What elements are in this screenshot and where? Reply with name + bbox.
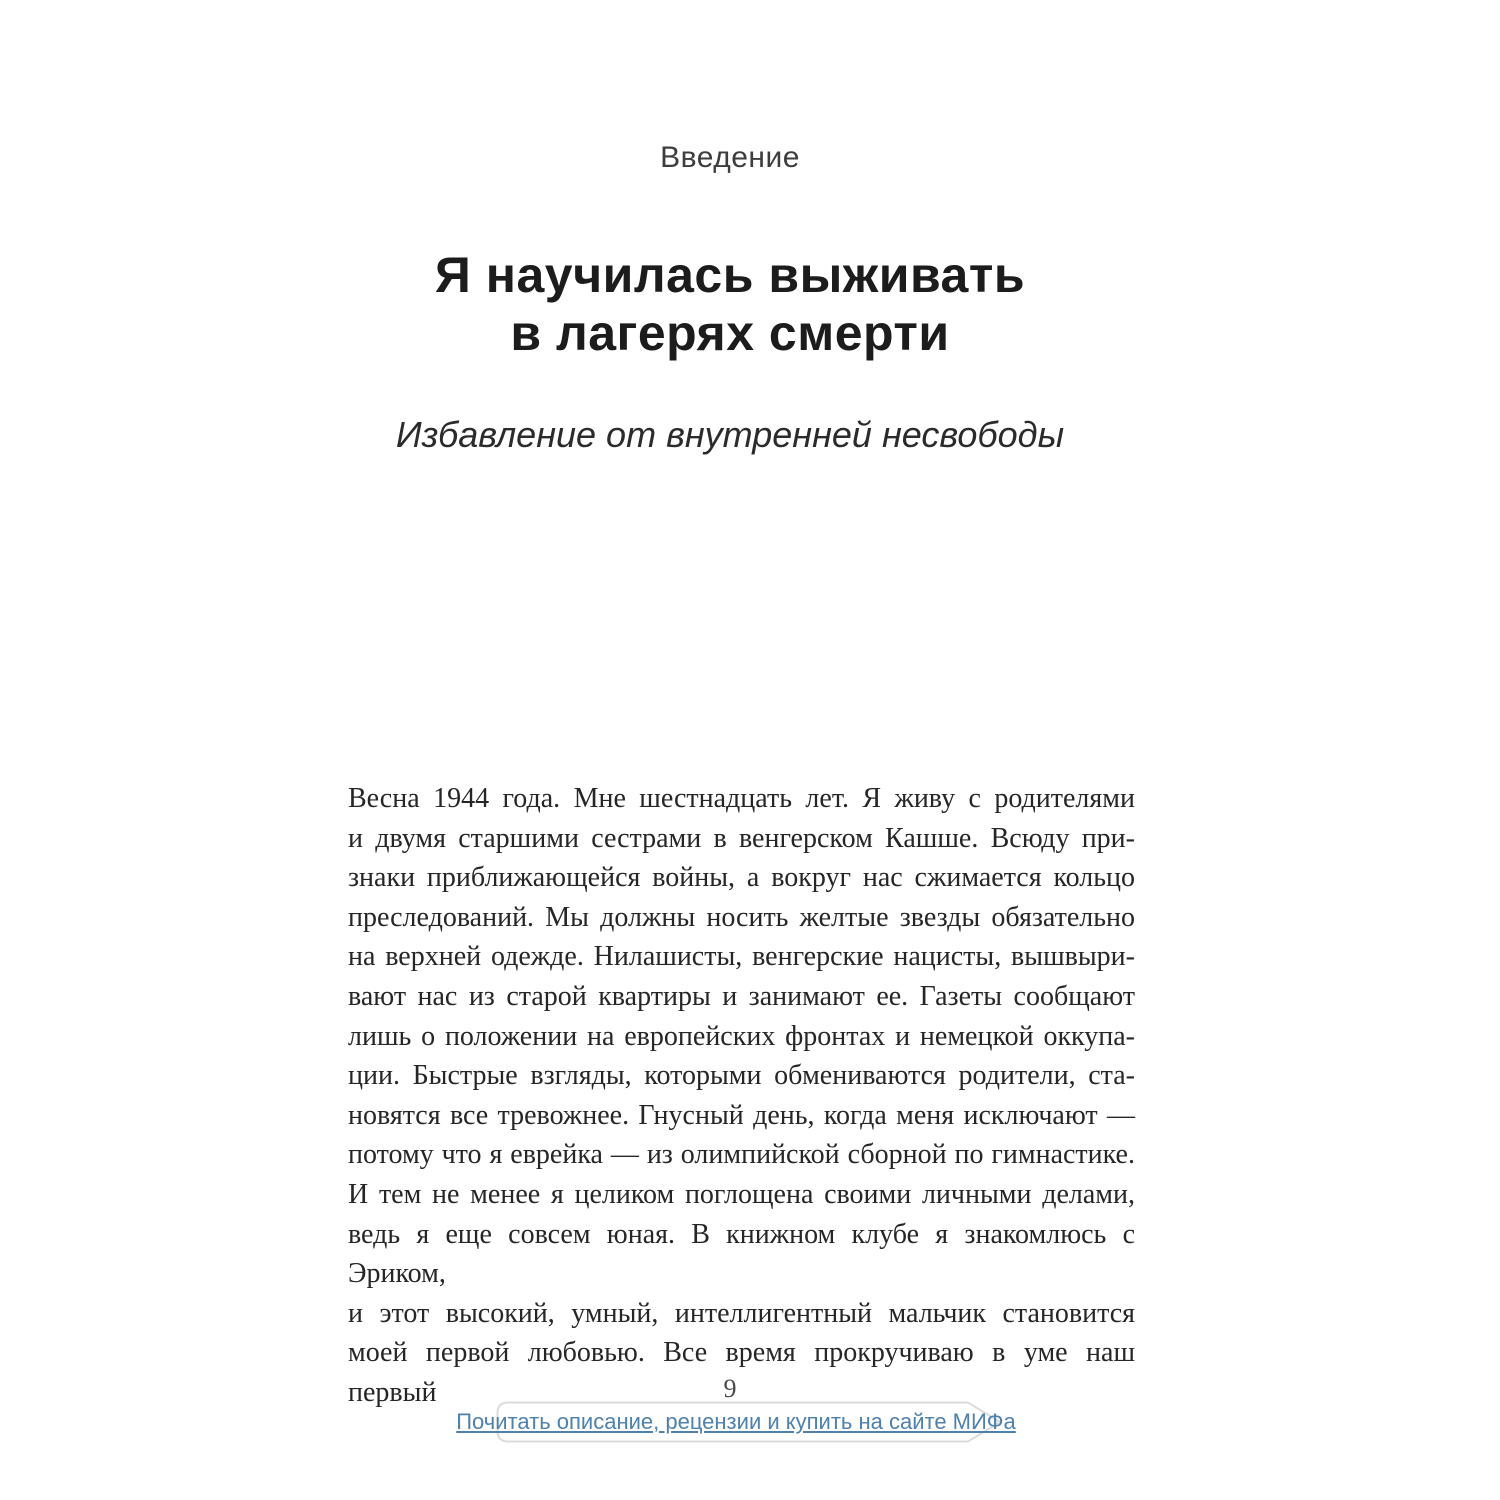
body-text-line: знаки приближающейся войны, а вокруг нас сжимается кольцо [348,862,1135,894]
body-text-line: новятся все тревожнее. Гнусный день, когда меня исключают — [348,1099,1135,1131]
section-label: Введение [660,141,800,174]
body-text-line: и этот высокий, умный, интеллигентный мальчик становится [348,1297,1135,1329]
chapter-title-line-2: в лагерях смерти [510,305,950,361]
body-text-line: Весна 1944 года. Мне шестнадцать лет. Я живу с родителями [348,783,1135,814]
body-text-line: моей первой любовью. Все время прокручиваю в уме наш первый [348,1337,1135,1408]
body-text-line: преследований. Мы должны носить желтые звезды обязательно [348,901,1135,933]
body-text-line: И тем не менее я целиком поглощена своими личными делами, [348,1178,1135,1210]
mif-link-banner[interactable] [456,1400,1016,1444]
body-text-line: потому что я еврейка — из олимпийской сборной по гимнастике. [348,1139,1135,1171]
body-text-line: ции. Быстрые взгляды, которыми обмениваются родители, ста- [348,1060,1135,1092]
chapter-subtitle: Избавление от внутренней несвободы [395,414,1065,455]
body-text-line: лишь о положении на европейских фронтах и немецкой оккупа- [348,1020,1135,1052]
body-text-line: ведь я еще совсем юная. В книжном клубе я знакомлюсь с Эриком, [348,1218,1135,1290]
body-text [348,779,1135,1413]
body-text-line: и двумя старшими сестрами в венгерском Кашше. Всюду при- [348,822,1135,854]
page-number: 9 [723,1374,737,1403]
chapter-title-line-1: Я научилась выживать [434,247,1026,303]
body-text-line: на верхней одежде. Нилашисты, венгерские нацисты, вышвыри- [348,941,1135,973]
chapter-title [290,246,1170,362]
mif-site-link[interactable]: Почитать описание, рецензии и купить на сайте МИФа [456,1409,1016,1434]
body-text-line: вают нас из старой квартиры и занимают ее. Газеты сообщают [348,980,1135,1012]
